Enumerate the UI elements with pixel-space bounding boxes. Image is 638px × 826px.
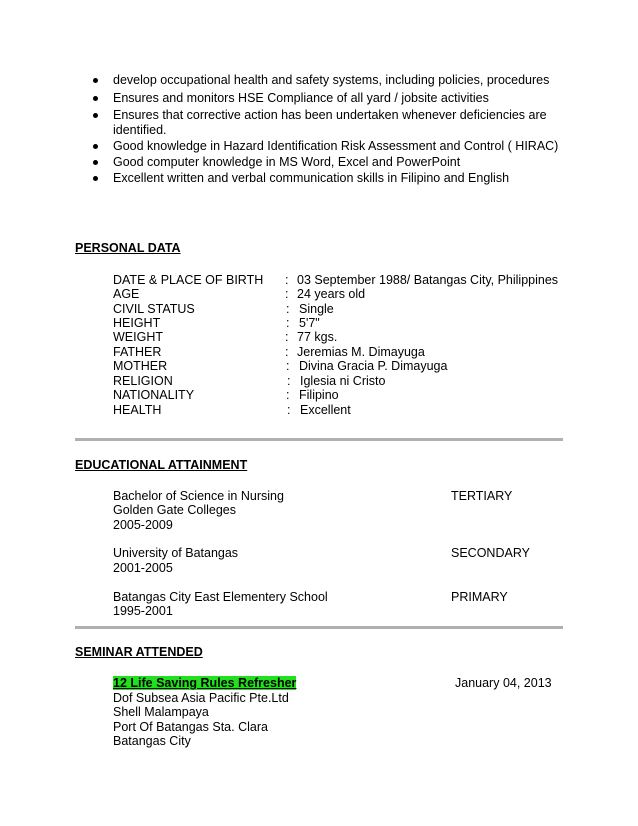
field-separator: : — [286, 359, 290, 373]
seminar-line: Dof Subsea Asia Pacific Pte.Ltd — [113, 691, 289, 705]
seminar-line: Shell Malampaya — [113, 705, 209, 719]
list-item: develop occupational health and safety systems, including policies, procedures — [113, 73, 550, 87]
bullet-dot-icon — [93, 78, 98, 83]
field-value: Filipino — [299, 388, 339, 402]
school-line: Golden Gate Colleges — [113, 503, 236, 517]
seminar-line: Port Of Batangas Sta. Clara — [113, 720, 268, 734]
school-line: University of Batangas — [113, 546, 239, 560]
school-level: TERTIARY — [451, 489, 513, 503]
school-line: 1995-2001 — [113, 604, 173, 618]
list-item: Ensures and monitors HSE Compliance of all yard / jobsite activities — [113, 91, 489, 105]
bullet-dot-icon — [93, 113, 98, 118]
field-separator: : — [285, 287, 289, 301]
field-separator: : — [287, 403, 291, 417]
field-label: CIVIL STATUS — [113, 302, 195, 316]
bullet-dot-icon — [93, 176, 98, 181]
section-divider — [75, 626, 563, 629]
school-level: PRIMARY — [451, 590, 508, 604]
list-item: Ensures that corrective action has been undertaken whenever deficiencies are — [113, 108, 547, 122]
field-label: MOTHER — [113, 359, 168, 373]
list-item-continuation: identified. — [113, 123, 167, 137]
field-separator: : — [285, 345, 289, 359]
field-label: FATHER — [113, 345, 162, 359]
field-label: HEALTH — [113, 403, 162, 417]
field-separator: : — [286, 302, 290, 316]
field-value: 5'7" — [299, 316, 320, 330]
school-line: Batangas City East Elementery School — [113, 590, 328, 604]
school-line: 2005-2009 — [113, 518, 173, 532]
bullet-dot-icon — [93, 160, 98, 165]
seminar-title: 12 Life Saving Rules Refresher — [113, 676, 297, 690]
field-label: DATE & PLACE OF BIRTH — [113, 273, 264, 287]
field-separator: : — [286, 388, 290, 402]
field-value: 24 years old — [297, 287, 366, 301]
bullet-dot-icon — [93, 144, 98, 149]
school-level: SECONDARY — [451, 546, 530, 560]
field-separator: : — [286, 316, 290, 330]
section-heading-education: EDUCATIONAL ATTAINMENT — [75, 458, 248, 472]
seminar-line: Batangas City — [113, 734, 191, 748]
seminar-date: January 04, 2013 — [455, 676, 552, 690]
section-heading-personal-data: PERSONAL DATA — [75, 241, 181, 255]
list-item: Excellent written and verbal communication skills in Filipino and English — [113, 171, 510, 185]
field-separator: : — [285, 330, 289, 344]
field-value: Jeremias M. Dimayuga — [297, 345, 425, 359]
bullet-dot-icon — [93, 96, 98, 101]
field-value: Divina Gracia P. Dimayuga — [299, 359, 448, 373]
field-label: WEIGHT — [113, 330, 163, 344]
section-heading-seminar: SEMINAR ATTENDED — [75, 645, 203, 659]
list-item: Good knowledge in Hazard Identification Risk Assessment and Control ( HIRAC) — [113, 139, 559, 153]
field-separator: : — [287, 374, 291, 388]
section-divider — [75, 438, 563, 441]
field-separator: : — [285, 273, 289, 287]
field-label: HEIGHT — [113, 316, 161, 330]
field-label: AGE — [113, 287, 140, 301]
field-value: 03 September 1988/ Batangas City, Philippines — [297, 273, 559, 287]
field-label: RELIGION — [113, 374, 173, 388]
school-line: Bachelor of Science in Nursing — [113, 489, 284, 503]
field-label: NATIONALITY — [113, 388, 195, 402]
field-value: Iglesia ni Cristo — [300, 374, 386, 388]
school-line: 2001-2005 — [113, 561, 173, 575]
field-value: 77 kgs. — [297, 330, 338, 344]
list-item: Good computer knowledge in MS Word, Excel and PowerPoint — [113, 155, 461, 169]
field-value: Single — [299, 302, 334, 316]
field-value: Excellent — [300, 403, 351, 417]
